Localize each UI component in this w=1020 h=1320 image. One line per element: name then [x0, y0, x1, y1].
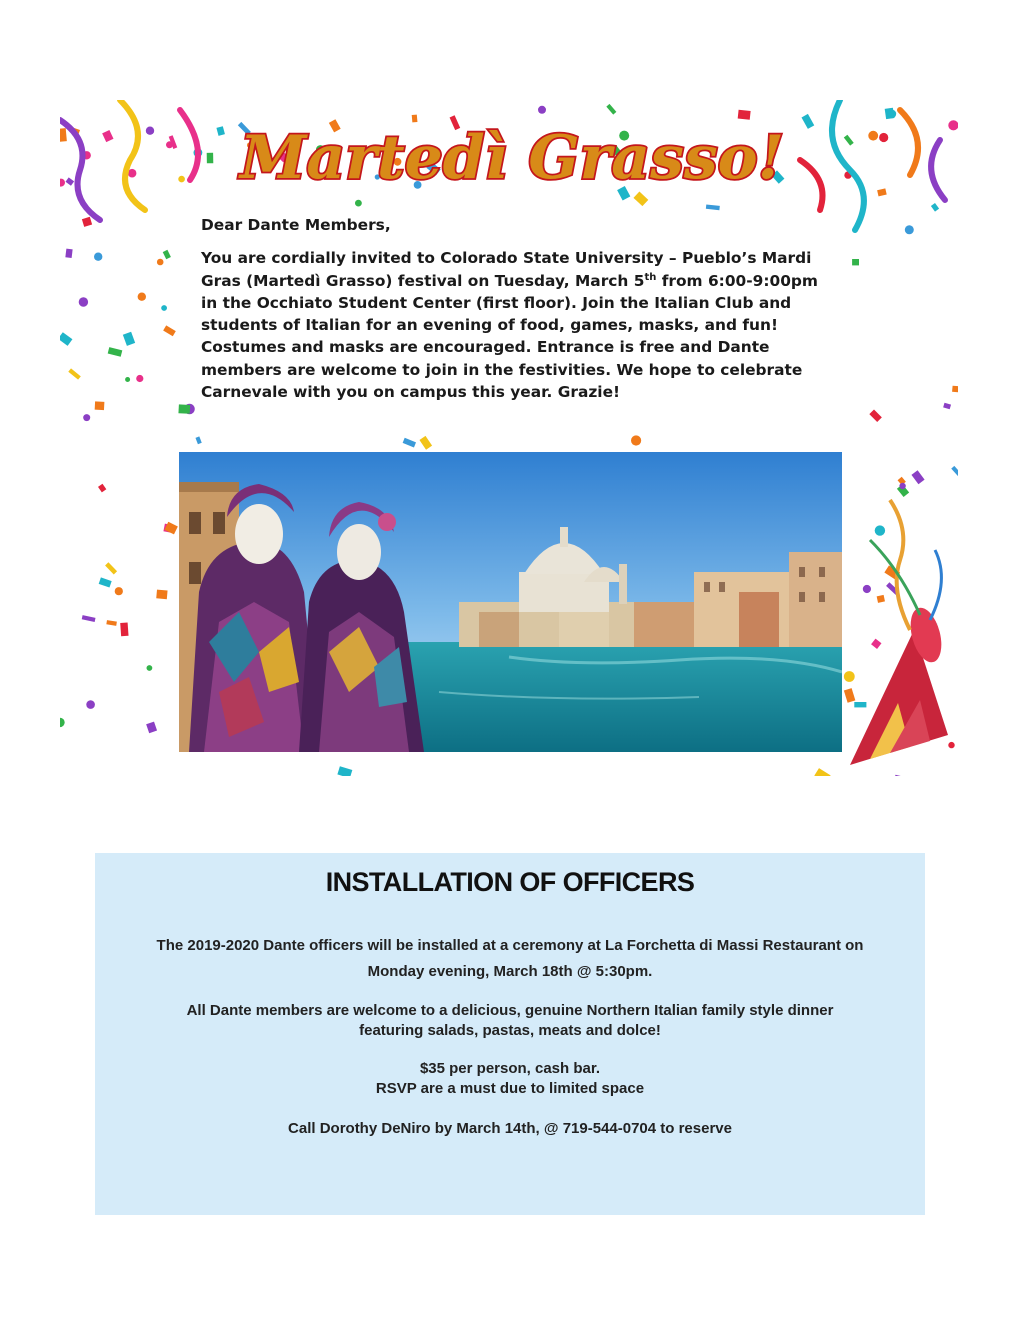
- confetti-piece: [706, 205, 720, 211]
- confetti-piece: [814, 768, 830, 776]
- confetti-piece: [852, 259, 859, 265]
- streamer: [931, 140, 945, 200]
- confetti-piece: [120, 623, 128, 637]
- confetti-piece: [82, 217, 92, 227]
- confetti-piece: [156, 590, 167, 600]
- banner-title-text: Martedì Grasso!: [239, 123, 785, 193]
- confetti-piece: [869, 410, 882, 423]
- dinner-line-2: featuring salads, pastas, meats and dolce!: [359, 1022, 661, 1039]
- confetti-piece: [115, 587, 123, 595]
- officers-line-2: Monday evening, March 18th @ 5:30pm.: [367, 963, 653, 980]
- confetti-piece: [157, 259, 164, 266]
- confetti-piece: [123, 332, 135, 346]
- confetti-piece: [868, 131, 878, 141]
- confetti-piece: [164, 522, 177, 535]
- confetti-piece: [94, 253, 102, 261]
- streamer: [180, 110, 198, 180]
- confetti-piece: [82, 615, 96, 622]
- confetti-piece: [952, 386, 958, 393]
- confetti-piece: [207, 153, 214, 164]
- confetti-piece: [943, 403, 951, 410]
- confetti-piece: [102, 130, 113, 142]
- rsvp-line: RSVP are a must due to limited space: [375, 1080, 645, 1097]
- confetti-piece: [905, 225, 914, 234]
- confetti-piece: [60, 332, 72, 346]
- confetti-piece: [86, 700, 95, 709]
- confetti-piece: [66, 177, 75, 185]
- officers-line-1: The 2019-2020 Dante officers will be installed at a ceremony at La Forchetta di Massi Restaurant on: [156, 937, 864, 954]
- banner-title: [225, 112, 800, 202]
- confetti-piece: [60, 179, 65, 187]
- confetti-piece: [99, 577, 112, 587]
- price-line: $35 per person, cash bar.: [419, 1060, 601, 1077]
- confetti-piece: [631, 435, 641, 445]
- confetti-piece: [163, 325, 176, 336]
- confetti-piece: [105, 562, 117, 574]
- confetti-piece: [108, 347, 123, 357]
- confetti-piece: [844, 135, 854, 146]
- confetti-piece: [216, 126, 224, 136]
- confetti-piece: [147, 665, 153, 671]
- invitation-letter: [201, 214, 831, 403]
- venice-carnival-photo: [179, 452, 842, 752]
- confetti-piece: [951, 466, 958, 476]
- confetti-piece: [65, 249, 72, 258]
- streamer: [120, 100, 145, 210]
- confetti-piece: [879, 133, 888, 142]
- confetti-piece: [163, 250, 171, 259]
- officers-section: [95, 853, 925, 1215]
- confetti-piece: [68, 368, 80, 379]
- confetti-piece: [79, 297, 88, 306]
- greeting: Dear Dante Members,: [201, 216, 391, 234]
- confetti-piece: [888, 110, 897, 119]
- streamer: [832, 100, 864, 230]
- confetti-piece: [877, 188, 887, 196]
- reserve-line: Call Dorothy DeNiro by March 14th, @ 719-544-0704 to reserve: [288, 1120, 732, 1137]
- confetti-piece: [83, 414, 90, 421]
- dinner-line-1: All Dante members are welcome to a delicious, genuine Northern Italian family style dinner: [186, 1002, 834, 1019]
- confetti-piece: [136, 375, 143, 382]
- confetti-piece: [161, 305, 167, 311]
- confetti-piece: [802, 114, 815, 129]
- confetti-piece: [948, 120, 958, 130]
- officers-title: INSTALLATION OF OFFICERS: [325, 867, 695, 897]
- confetti-piece: [178, 176, 185, 183]
- confetti-piece: [138, 293, 146, 301]
- confetti-piece: [403, 438, 416, 448]
- confetti-piece: [98, 484, 106, 493]
- mardi-gras-flyer: [60, 100, 958, 776]
- confetti-piece: [125, 377, 130, 382]
- confetti-piece: [195, 436, 201, 444]
- invitation-body: You are cordially invited to Colorado State University – Pueblo’s Mardi Gras (Martedì Grasso) festival on Tuesday, March 5th from 6:00-9:00pm in the Occhiato Student Center (first floor). Join the Italian Club and students of Italian for an evening of food, games, masks, and fun! Costumes and masks are encouraged. Entrance is free and Dante members are welcome to join in the festivities. We hope to celebrate Carnevale with you on campus this year. Grazie!: [201, 249, 818, 402]
- confetti-piece: [95, 401, 105, 410]
- confetti-piece: [419, 436, 432, 450]
- confetti-piece: [146, 722, 157, 734]
- streamer: [800, 160, 823, 210]
- confetti-piece: [60, 128, 67, 142]
- confetti-piece: [337, 766, 352, 776]
- confetti-piece: [106, 620, 117, 626]
- confetti-piece: [931, 203, 939, 212]
- streamer: [900, 110, 918, 175]
- confetti-piece: [178, 404, 190, 413]
- confetti-piece: [146, 127, 154, 135]
- confetti-piece: [60, 718, 65, 727]
- party-popper-icon: [830, 480, 958, 776]
